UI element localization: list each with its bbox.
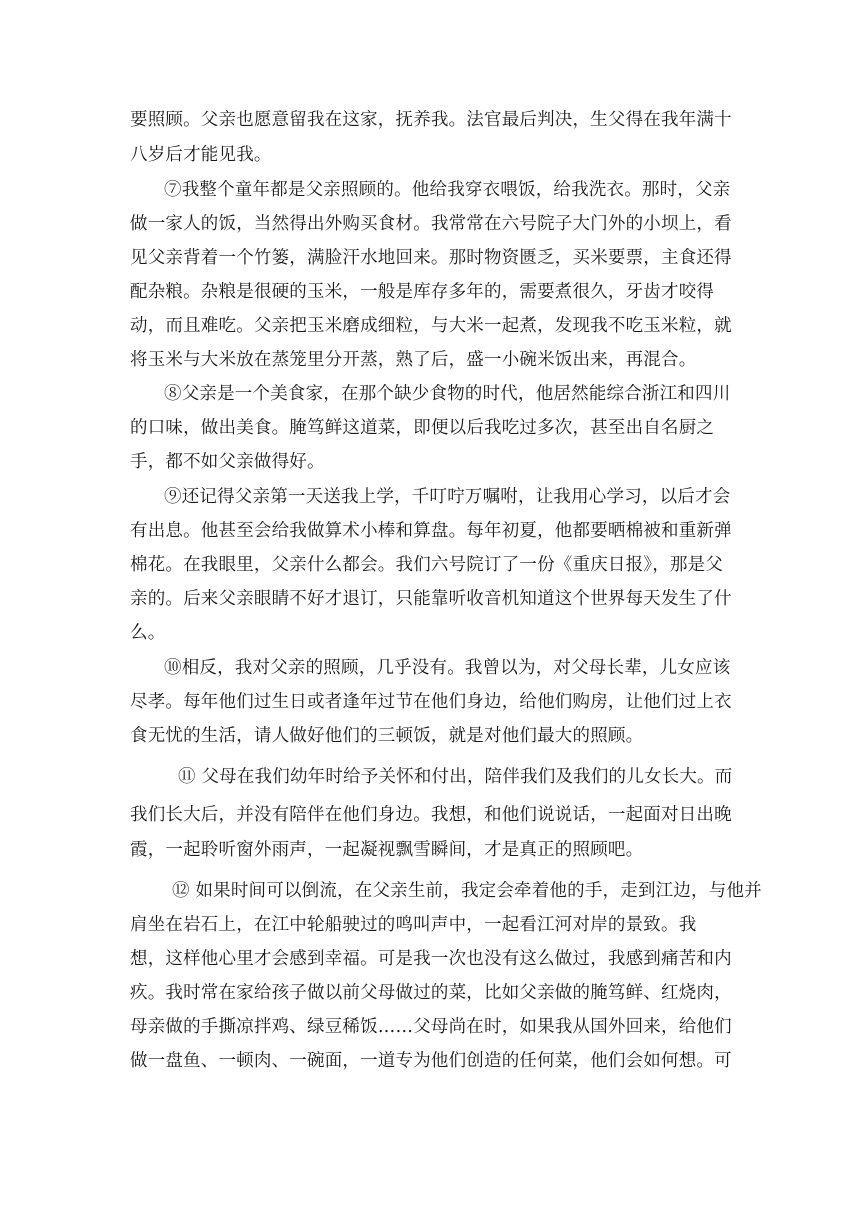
text-line: 手，都不如父亲做得好。 (130, 452, 325, 472)
text-line: 要照顾。父亲也愿意留我在这家，抚养我。法官最后判决，生父得在我年满十 (130, 110, 732, 130)
paragraph-9-start: ⑨还记得父亲第一天送我上学，千叮咛万嘱咐，让我用心学习，以后才会 (164, 487, 731, 507)
text-line: 动，而且难吃。父亲把玉米磨成细粒，与大米一起煮，发现我不吃玉米粒，就 (130, 316, 732, 336)
text-line: 见父亲背着一个竹篓，满脸汗水地回来。那时物资匮乏，买米要票，主食还得 (130, 248, 732, 268)
text-line: 八岁后才能见我。 (130, 145, 272, 165)
text-line: 做一家人的饭，当然得出外购买食材。我常常在六号院子大门外的小坝上，看 (130, 214, 732, 234)
text-line: 我们长大后，并没有陪伴在他们身边。我想，和他们说说话，一起面对日出晚 (130, 805, 732, 825)
paragraph-8-start: ⑧父亲是一个美食家，在那个缺少食物的时代，他居然能综合浙江和四川 (164, 384, 731, 404)
text-line: 想，这样他心里才会感到幸福。可是我一次也没有这么做过，我感到痛苦和内 (130, 949, 732, 969)
text-line: 有出息。他甚至会给我做算术小棒和算盘。每年初夏，他都要晒棉被和重新弹 (130, 521, 732, 541)
paragraph-7-start: ⑦我整个童年都是父亲照顾的。他给我穿衣喂饭，给我洗衣。那时，父亲 (164, 180, 731, 200)
paragraph-12-start: ⑫ 如果时间可以倒流，在父亲生前，我定会牵着他的手，走到江边，与他并 (172, 881, 762, 901)
text-line: 肩坐在岩石上，在江中轮船驶过的鸣叫声中，一起看江河对岸的景致。我 (130, 915, 697, 935)
text-line: 疚。我时常在家给孩子做以前父母做过的菜，比如父亲做的腌笃鲜、红烧肉， (130, 983, 732, 1003)
paragraph-11-start: ⑪ 父母在我们幼年时给予关怀和付出，陪伴我们及我们的儿女长大。而 (178, 767, 733, 787)
text-line: 将玉米与大米放在蒸笼里分开蒸，熟了后，盛一小碗米饭出来，再混合。 (130, 350, 697, 370)
paragraph-10-start: ⑩相反，我对父亲的照顾，几乎没有。我曾以为，对父母长辈，儿女应该 (164, 658, 731, 678)
text-line: 食无忧的生活，请人做好他们的三顿饭，就是对他们最大的照顾。 (130, 726, 644, 746)
text-line: 尽孝。每年他们过生日或者逢年过节在他们身边，给他们购房，让他们过上衣 (130, 692, 732, 712)
text-line: 母亲做的手撕凉拌鸡、绿豆稀饭……父母尚在时，如果我从国外回来，给他们 (130, 1017, 732, 1037)
text-line: 么。 (130, 623, 166, 643)
text-line: 霞，一起聆听窗外雨声，一起凝视飘雪瞬间，才是真正的照顾吧。 (130, 840, 644, 860)
text-line: 配杂粮。杂粮是很硬的玉米，一般是库存多年的，需要煮很久，牙齿才咬得 (130, 282, 715, 302)
text-line: 亲的。后来父亲眼睛不好才退订，只能靠听收音机知道这个世界每天发生了什 (130, 589, 732, 609)
text-line: 的口味，做出美食。腌笃鲜这道菜，即便以后我吃过多次，甚至出自名厨之 (130, 418, 715, 438)
text-line: 棉花。在我眼里，父亲什么都会。我们六号院订了一份《重庆日报》，那是父 (130, 555, 724, 575)
text-line: 做一盘鱼、一顿肉、一碗面，一道专为他们创造的任何菜，他们会如何想。可 (130, 1051, 732, 1071)
